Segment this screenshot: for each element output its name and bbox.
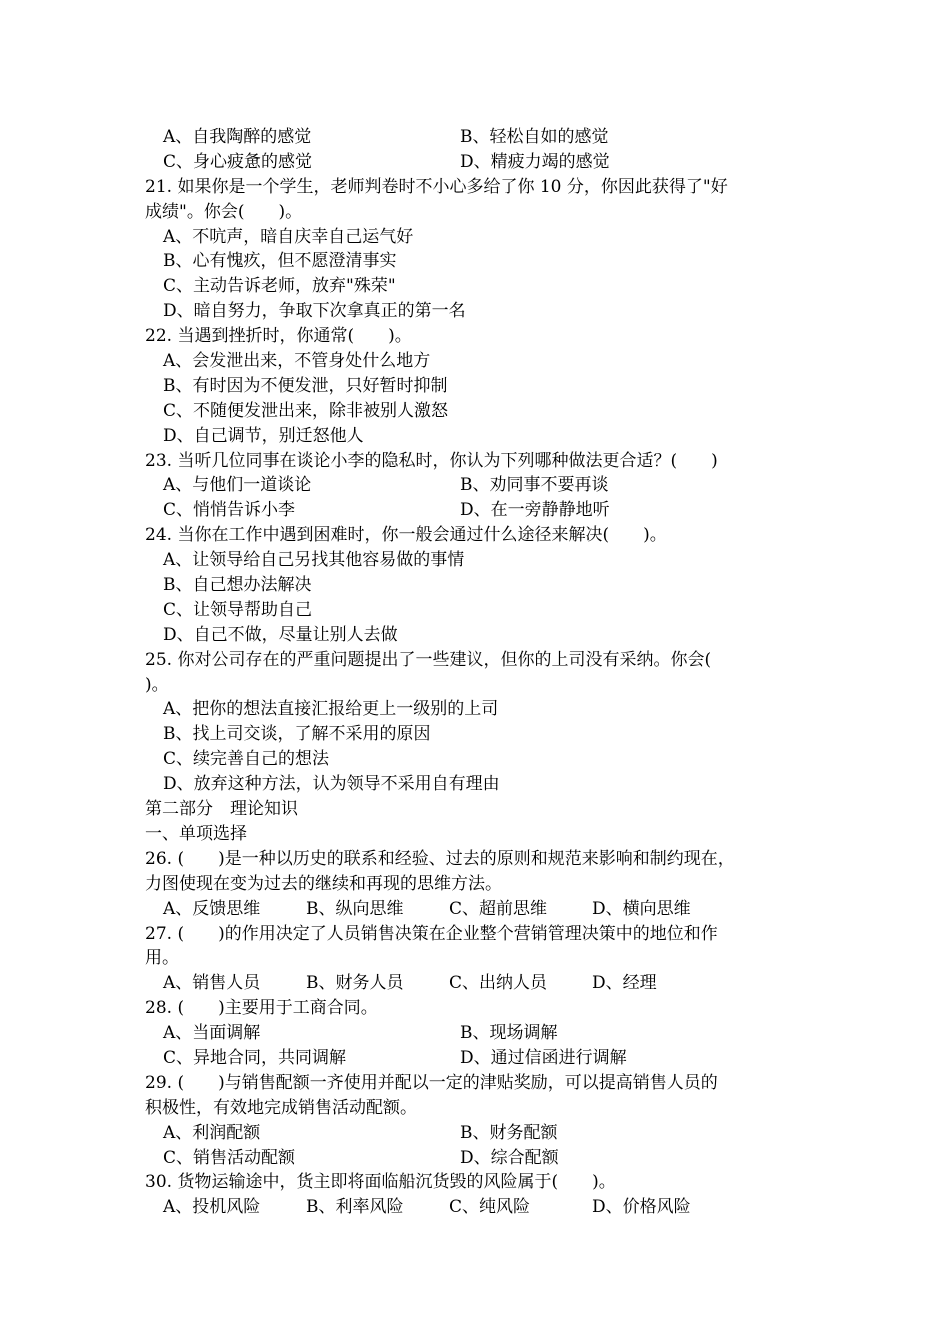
- q21-option-a[interactable]: A、不吭声，暗自庆幸自己运气好: [163, 226, 414, 247]
- q20-option-b[interactable]: B、轻松自如的感觉: [460, 127, 609, 147]
- q27-option-a[interactable]: A、销售人员: [163, 973, 261, 994]
- q23-options-row-1: [145, 473, 810, 498]
- q22-option-d[interactable]: D、自己调节，别迁怒他人: [163, 425, 364, 446]
- q28-option-b[interactable]: B、现场调解: [460, 1023, 558, 1044]
- q28-option-c[interactable]: C、异地合同，共同调解: [163, 1047, 347, 1068]
- q25-option-a[interactable]: A、把你的想法直接汇报给更上一级别的上司: [163, 699, 499, 720]
- q27-stem-line-1: 27. ( )的作用决定了人员销售决策在企业整个营销管理决策中的地位和作: [145, 923, 718, 944]
- q21-stem-line-1: 21. 如果你是一个学生，老师判卷时不小心多给了你 10 分，你因此获得了"好: [145, 176, 728, 197]
- q23-options-row-2: [145, 498, 810, 523]
- q29-option-d[interactable]: D、综合配额: [460, 1147, 559, 1168]
- q25-option-d[interactable]: D、放弃这种方法，认为领导不采用自有理由: [163, 774, 500, 795]
- q30-option-c[interactable]: C、纯风险: [449, 1197, 531, 1218]
- q28-stem: 28. ( )主要用于工商合同。: [145, 998, 378, 1019]
- q26-stem-line-1: 26. ( )是一种以历史的联系和经验、过去的原则和规范来影响和制约现在，: [145, 848, 735, 869]
- q27-option-d[interactable]: D、经理: [592, 973, 657, 994]
- q27-option-c[interactable]: C、出纳人员: [449, 973, 548, 994]
- q29-option-c[interactable]: C、销售活动配额: [163, 1147, 296, 1168]
- part-2-heading: 第二部分 理论知识: [145, 799, 298, 820]
- q26-option-d[interactable]: D、横向思维: [592, 898, 691, 919]
- q29-options-row-2: [145, 1146, 810, 1171]
- q27-option-b[interactable]: B、财务人员: [306, 973, 404, 994]
- q23-option-a[interactable]: A、与他们一道谈论: [163, 475, 312, 496]
- q26-stem-line-2: 力图使现在变为过去的继续和再现的思维方法。: [145, 873, 502, 894]
- q28-option-d[interactable]: D、通过信函进行调解: [460, 1047, 627, 1068]
- q20-options-row-1: [145, 125, 810, 150]
- q21-stem-line-2: 成绩"。你会( )。: [145, 201, 303, 222]
- q24-option-a[interactable]: A、让领导给自己另找其他容易做的事情: [163, 550, 465, 571]
- q29-option-b[interactable]: B、财务配额: [460, 1122, 558, 1143]
- q28-options-row-1: [145, 1021, 810, 1046]
- q26-options-row: [145, 897, 810, 922]
- q22-option-a[interactable]: A、会发泄出来，不管身处什么地方: [163, 351, 431, 372]
- section-1-heading: 一、单项选择: [145, 823, 247, 844]
- q21-option-b[interactable]: B、心有愧疚，但不愿澄清事实: [163, 251, 397, 272]
- q24-option-d[interactable]: D、自己不做，尽量让别人去做: [163, 624, 398, 645]
- q27-stem-line-2: 用。: [145, 948, 179, 969]
- q25-option-b[interactable]: B、找上司交谈，了解不采用的原因: [163, 724, 431, 745]
- q25-stem-line-1: 25. 你对公司存在的严重问题提出了一些建议，但你的上司没有采纳。你会(: [145, 649, 712, 670]
- q25-option-c[interactable]: C、续完善自己的想法: [163, 749, 330, 770]
- q30-options-row: [145, 1195, 810, 1220]
- q28-option-a[interactable]: A、当面调解: [163, 1023, 261, 1044]
- q29-option-a[interactable]: A、利润配额: [163, 1122, 261, 1143]
- q23-option-c[interactable]: C、悄悄告诉小李: [163, 500, 296, 521]
- q21-option-d[interactable]: D、暗自努力，争取下次拿真正的第一名: [163, 301, 466, 322]
- q24-option-b[interactable]: B、自己想办法解决: [163, 575, 312, 596]
- q22-option-b[interactable]: B、有时因为不便发泄，只好暂时抑制: [163, 375, 448, 396]
- q30-option-a[interactable]: A、投机风险: [163, 1197, 261, 1218]
- q30-stem: 30. 货物运输途中，货主即将面临船沉货毁的风险属于( )。: [145, 1172, 616, 1193]
- q23-stem: 23. 当听几位同事在谈论小李的隐私时，你认为下列哪种做法更合适？( ): [145, 450, 718, 471]
- q29-options-row-1: [145, 1121, 810, 1146]
- q22-stem: 22. 当遇到挫折时，你通常( )。: [145, 326, 412, 347]
- q20-option-c[interactable]: C、身心疲惫的感觉: [163, 151, 313, 172]
- q23-option-d[interactable]: D、在一旁静静地听: [460, 500, 610, 521]
- q23-option-b[interactable]: B、劝同事不要再谈: [460, 475, 609, 496]
- q29-stem-line-1: 29. ( )与销售配额一齐使用并配以一定的津贴奖励，可以提高销售人员的: [145, 1072, 718, 1093]
- q24-option-c[interactable]: C、让领导帮助自己: [163, 599, 313, 620]
- q26-option-c[interactable]: C、超前思维: [449, 898, 548, 919]
- q24-stem: 24. 当你在工作中遇到困难时，你一般会通过什么途径来解决( )。: [145, 525, 667, 546]
- q20-options-row-2: [145, 150, 810, 175]
- q28-options-row-2: [145, 1046, 810, 1071]
- q27-options-row: [145, 971, 810, 996]
- q30-option-d[interactable]: D、价格风险: [592, 1197, 691, 1218]
- q26-option-b[interactable]: B、纵向思维: [306, 898, 404, 919]
- q21-option-c[interactable]: C、主动告诉老师，放弃"殊荣": [163, 276, 396, 297]
- q25-stem-line-2: )。: [145, 674, 169, 695]
- q29-stem-line-2: 积极性，有效地完成销售活动配额。: [145, 1097, 417, 1118]
- question-list: [145, 125, 810, 1220]
- q30-option-b[interactable]: B、利率风险: [306, 1197, 404, 1218]
- q26-option-a[interactable]: A、反馈思维: [163, 898, 261, 919]
- q20-option-a[interactable]: A、自我陶醉的感觉: [163, 127, 312, 147]
- q22-option-c[interactable]: C、不随便发泄出来，除非被别人激怒: [163, 400, 449, 421]
- q20-option-d[interactable]: D、精疲力竭的感觉: [460, 151, 610, 172]
